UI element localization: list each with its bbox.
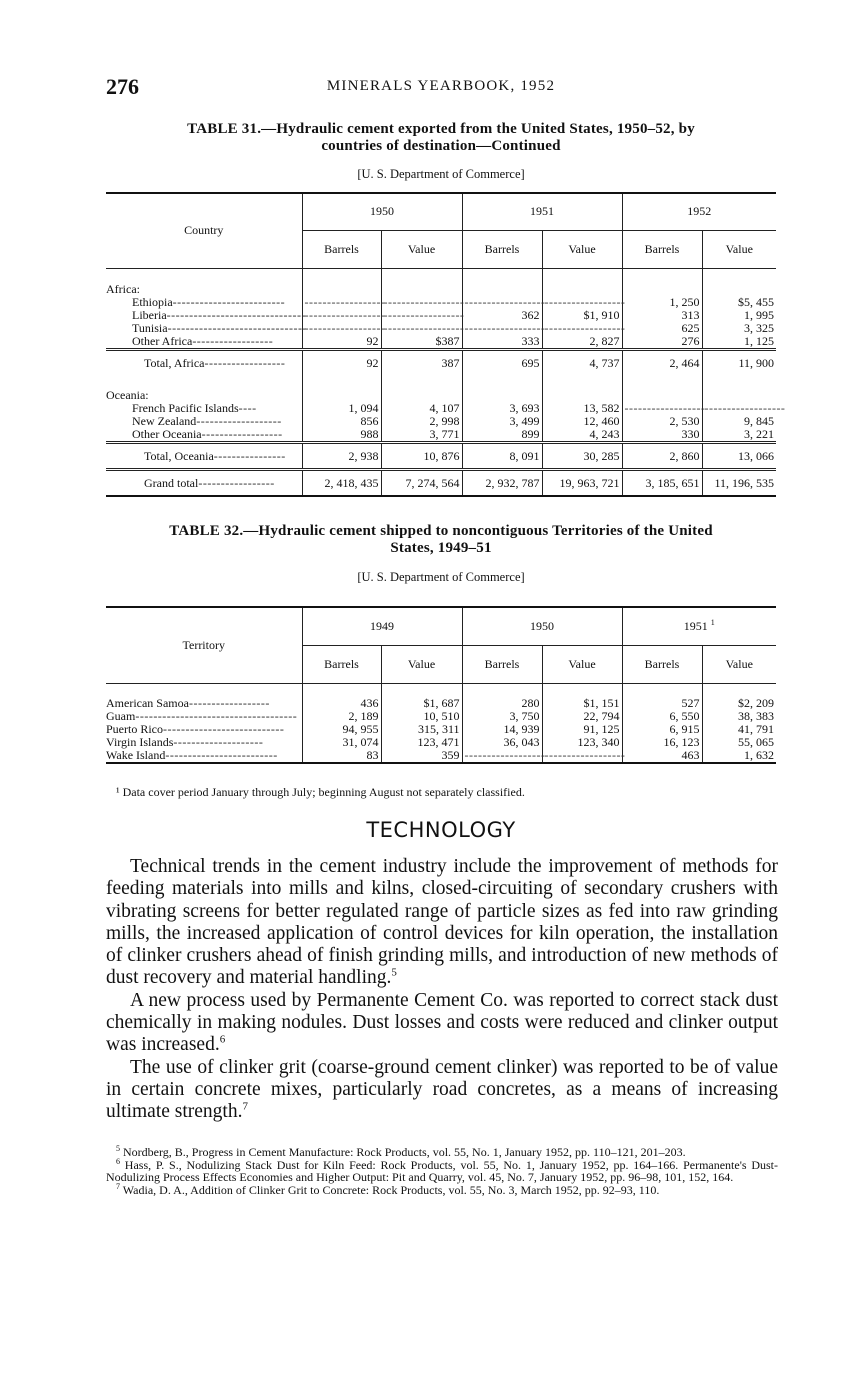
column-header-territory: Territory bbox=[106, 607, 302, 683]
row-name: Liberia bbox=[132, 307, 167, 322]
empty-cell bbox=[106, 375, 302, 388]
data-cell: $1, 910 bbox=[542, 309, 622, 322]
data-cell: $1, 687 bbox=[381, 697, 462, 710]
paragraph-text: A new process used by Permanente Cement Co. was reported to correct stack dust chemically in making nodules. Dust losses and costs were reduced and clinker output was increased. bbox=[106, 989, 778, 1056]
data-cell: 3, 499 bbox=[462, 415, 542, 428]
table-32-footnote: ¹ Data cover period January through July; beginning August not separately classified. bbox=[116, 785, 525, 799]
data-cell: 36, 043 bbox=[462, 736, 542, 749]
leader-dots: ------------------ bbox=[192, 333, 274, 348]
leader-dots: -------------------- bbox=[173, 735, 264, 749]
table-31-caption-line1: TABLE 31.—Hydraulic cement exported from the United States, 1950–52, by bbox=[187, 121, 695, 137]
leader-dots: ------------------------- bbox=[172, 294, 286, 309]
year-header: 1950 bbox=[462, 607, 622, 645]
footnote-text: Nordberg, B., Progress in Cement Manufacture: Rock Products, vol. 55, No. 1, January 1952, pp. 110–121, 201–203. bbox=[123, 1145, 686, 1159]
spacer-row bbox=[106, 268, 776, 282]
subheader-barrels: Barrels bbox=[302, 645, 381, 683]
empty-cell bbox=[381, 683, 462, 697]
data-cell: $2, 209 bbox=[702, 697, 776, 710]
table-row bbox=[106, 749, 776, 763]
empty-cell bbox=[542, 268, 622, 282]
footnote-ref: 5 bbox=[391, 966, 397, 979]
leader-dots: ------------------------------- bbox=[166, 307, 307, 322]
data-cell: 1, 250 bbox=[622, 296, 702, 309]
spacer-row bbox=[106, 683, 776, 697]
empty-cell bbox=[542, 282, 622, 296]
table-31-caption-line2: countries of destination—Continued bbox=[321, 138, 561, 154]
data-cell: 3, 185, 651 bbox=[622, 469, 702, 496]
dash-cell: ------------------ bbox=[702, 402, 776, 415]
empty-cell bbox=[702, 268, 776, 282]
row-name: New Zealand bbox=[132, 413, 197, 428]
dash-cell: ------------------ bbox=[381, 309, 462, 322]
empty-cell bbox=[542, 388, 622, 402]
row-name: Wake Island bbox=[106, 748, 166, 762]
paragraph bbox=[106, 990, 778, 1057]
running-title: MINERALS YEARBOOK, 1952 bbox=[326, 78, 556, 94]
leader-dots: ------------------ bbox=[201, 426, 283, 441]
dash-cell: ------------------ bbox=[462, 296, 542, 309]
data-cell: 436 bbox=[302, 697, 381, 710]
dash-cell: ------------------ bbox=[302, 322, 381, 335]
data-cell: 2, 998 bbox=[381, 415, 462, 428]
dash-cell: ------------------ bbox=[542, 322, 622, 335]
data-cell: 2, 530 bbox=[622, 415, 702, 428]
data-cell: 11, 196, 535 bbox=[702, 469, 776, 496]
section-heading: TECHNOLOGY bbox=[366, 818, 516, 842]
data-cell: 362 bbox=[462, 309, 542, 322]
data-cell: 2, 860 bbox=[622, 442, 702, 469]
data-cell: 313 bbox=[622, 309, 702, 322]
data-cell: 2, 827 bbox=[542, 335, 622, 350]
subheader-value: Value bbox=[542, 230, 622, 268]
data-cell: 14, 939 bbox=[462, 723, 542, 736]
data-cell: 4, 737 bbox=[542, 349, 622, 375]
row-label bbox=[106, 349, 302, 375]
row-name: Other Oceania bbox=[132, 426, 202, 441]
row-name: Guam bbox=[106, 709, 136, 723]
data-cell: 7, 274, 564 bbox=[381, 469, 462, 496]
row-name: American Samoa bbox=[106, 696, 189, 710]
data-cell: 6, 915 bbox=[622, 723, 702, 736]
data-cell: 1, 094 bbox=[302, 402, 381, 415]
data-cell: 2, 464 bbox=[622, 349, 702, 375]
data-cell: $1, 151 bbox=[542, 697, 622, 710]
row-label bbox=[106, 428, 302, 443]
year-header bbox=[622, 607, 776, 645]
row-name: Tunisia bbox=[132, 320, 168, 335]
data-cell: 3, 221 bbox=[702, 428, 776, 443]
dash-cell: ------------------ bbox=[381, 322, 462, 335]
footnote-ref: 6 bbox=[219, 1033, 226, 1046]
data-cell: 3, 693 bbox=[462, 402, 542, 415]
empty-cell bbox=[622, 375, 702, 388]
data-cell: 22, 794 bbox=[542, 710, 622, 723]
row-name: Other Africa bbox=[132, 333, 193, 348]
category-label bbox=[106, 388, 302, 402]
year-header: 1951 bbox=[462, 193, 622, 230]
data-cell: 19, 963, 721 bbox=[542, 469, 622, 496]
leader-dots: ------------------------- bbox=[165, 748, 278, 762]
paragraph-text: The use of clinker grit (coarse-ground cement clinker) was reported to be of value in certain concrete mixes, particularly road concretes, as a means of increasing ultimate strength. bbox=[106, 1056, 778, 1123]
subheader-value: Value bbox=[702, 645, 776, 683]
data-cell: 333 bbox=[462, 335, 542, 350]
row-name: French Pacific Islands bbox=[132, 400, 239, 415]
data-cell: 2, 418, 435 bbox=[302, 469, 381, 496]
footnote-text: Hass, P. S., Nodulizing Stack Dust for Kiln Feed: Rock Products, vol. 55, No. 1, January 1952, pp. 164–166. Permanente's Dust-Nodulizing Process Effects Economies and Higher Output: Pit and Quarry, vol. 45, No. 7, January 1952, pp. 96–98, 101, 152, 164. bbox=[106, 1157, 779, 1185]
empty-cell bbox=[702, 388, 776, 402]
data-cell: 1, 125 bbox=[702, 335, 776, 350]
footnote-marker: 1 bbox=[710, 618, 715, 628]
data-cell: 4, 243 bbox=[542, 428, 622, 443]
data-cell: 856 bbox=[302, 415, 381, 428]
footnote bbox=[106, 1181, 778, 1197]
empty-cell bbox=[302, 282, 381, 296]
row-name: Total, Oceania bbox=[144, 448, 214, 463]
table-32 bbox=[106, 606, 776, 764]
data-cell: 988 bbox=[302, 428, 381, 443]
data-cell: 41, 791 bbox=[702, 723, 776, 736]
data-cell: 91, 125 bbox=[542, 723, 622, 736]
subheader-barrels: Barrels bbox=[462, 645, 542, 683]
table-32-caption-line2: States, 1949–51 bbox=[390, 540, 492, 556]
subheader-barrels: Barrels bbox=[622, 645, 702, 683]
leader-dots: ------------------- bbox=[196, 413, 282, 428]
leader-dots: ------------------------------------ bbox=[135, 709, 298, 723]
data-cell: 527 bbox=[622, 697, 702, 710]
leader-dots: ---- bbox=[238, 400, 257, 415]
table-31-source: [U. S. Department of Commerce] bbox=[357, 167, 525, 181]
paragraph bbox=[106, 1057, 778, 1124]
empty-cell bbox=[702, 683, 776, 697]
data-cell: 92 bbox=[302, 335, 381, 350]
dash-cell: ------------------ bbox=[622, 402, 702, 415]
data-cell: 10, 510 bbox=[381, 710, 462, 723]
data-cell: 1, 995 bbox=[702, 309, 776, 322]
dash-cell: ------------------ bbox=[462, 749, 542, 763]
data-cell: 2, 932, 787 bbox=[462, 469, 542, 496]
subheader-value: Value bbox=[542, 645, 622, 683]
category-label bbox=[106, 282, 302, 296]
paragraph-text: Technical trends in the cement industry include the improvement of methods for feeding materials into mills and kilns, closed-circuiting of secondary crushers with vibrating screens for better regulated range of particle sizes as fed into raw grinding mills, the increased application of control devices for kiln operation, the installation of clinker crushers ahead of finish grinding mills, and introduction of new methods of dust recovery and material handling. bbox=[106, 856, 778, 989]
empty-cell bbox=[622, 388, 702, 402]
data-cell: 6, 550 bbox=[622, 710, 702, 723]
data-cell: 276 bbox=[622, 335, 702, 350]
table-row bbox=[106, 428, 776, 443]
empty-cell bbox=[106, 268, 302, 282]
year-header: 1950 bbox=[302, 193, 462, 230]
data-cell: 123, 340 bbox=[542, 736, 622, 749]
empty-cell bbox=[702, 282, 776, 296]
data-cell: 12, 460 bbox=[542, 415, 622, 428]
data-cell: 899 bbox=[462, 428, 542, 443]
table-32-caption bbox=[106, 523, 776, 557]
empty-cell bbox=[702, 375, 776, 388]
data-cell: 16, 123 bbox=[622, 736, 702, 749]
empty-cell bbox=[462, 683, 542, 697]
data-cell: 2, 938 bbox=[302, 442, 381, 469]
subheader-barrels: Barrels bbox=[302, 230, 381, 268]
row-name: Puerto Rico bbox=[106, 722, 163, 736]
year-header: 1952 bbox=[622, 193, 776, 230]
data-cell: 330 bbox=[622, 428, 702, 443]
footnote-number: 6 bbox=[116, 1156, 120, 1166]
empty-cell bbox=[462, 388, 542, 402]
empty-cell bbox=[381, 282, 462, 296]
footnotes bbox=[106, 1146, 778, 1196]
empty-cell bbox=[302, 683, 381, 697]
body-text bbox=[106, 856, 778, 1124]
data-cell: 315, 311 bbox=[381, 723, 462, 736]
row-name: Oceania: bbox=[106, 387, 149, 402]
empty-cell bbox=[622, 268, 702, 282]
empty-cell bbox=[462, 375, 542, 388]
data-cell: 83 bbox=[302, 749, 381, 763]
empty-cell bbox=[622, 282, 702, 296]
data-cell: 3, 325 bbox=[702, 322, 776, 335]
data-cell: 123, 471 bbox=[381, 736, 462, 749]
table-31-caption bbox=[106, 121, 776, 155]
leader-dots: ------------------ bbox=[204, 355, 286, 370]
dash-cell: ------------------ bbox=[542, 749, 622, 763]
empty-cell bbox=[462, 268, 542, 282]
empty-cell bbox=[381, 388, 462, 402]
subheader-value: Value bbox=[702, 230, 776, 268]
leader-dots: ----------------- bbox=[198, 475, 275, 490]
table-32-caption-line1: TABLE 32.—Hydraulic cement shipped to noncontiguous Territories of the United bbox=[169, 523, 713, 539]
table-31 bbox=[106, 192, 786, 497]
dash-cell: ------------------ bbox=[542, 296, 622, 309]
empty-cell bbox=[381, 268, 462, 282]
category-row bbox=[106, 282, 776, 296]
row-name: Grand total bbox=[144, 475, 199, 490]
footnote-number: 7 bbox=[116, 1181, 120, 1191]
row-name: Virgin Islands bbox=[106, 735, 174, 749]
data-cell: 13, 066 bbox=[702, 442, 776, 469]
paragraph bbox=[106, 856, 778, 990]
row-name: Ethiopia bbox=[132, 294, 173, 309]
data-cell: 625 bbox=[622, 322, 702, 335]
empty-cell bbox=[462, 282, 542, 296]
data-cell: 387 bbox=[381, 349, 462, 375]
total-row bbox=[106, 442, 776, 469]
data-cell: 94, 955 bbox=[302, 723, 381, 736]
data-cell: 695 bbox=[462, 349, 542, 375]
subheader-barrels: Barrels bbox=[462, 230, 542, 268]
data-cell: 3, 750 bbox=[462, 710, 542, 723]
table-32-source: [U. S. Department of Commerce] bbox=[357, 570, 525, 584]
empty-cell bbox=[302, 388, 381, 402]
leader-dots: --------------------------- bbox=[163, 722, 285, 736]
data-cell: 3, 771 bbox=[381, 428, 462, 443]
dash-cell: ------------------ bbox=[302, 309, 381, 322]
category-row bbox=[106, 388, 776, 402]
empty-cell bbox=[542, 683, 622, 697]
data-cell: 4, 107 bbox=[381, 402, 462, 415]
grand-total-row bbox=[106, 469, 776, 496]
dash-cell: ------------------ bbox=[462, 322, 542, 335]
row-name: Africa: bbox=[106, 281, 140, 296]
empty-cell bbox=[542, 375, 622, 388]
subheader-barrels: Barrels bbox=[622, 230, 702, 268]
row-label bbox=[106, 749, 302, 763]
data-cell: 8, 091 bbox=[462, 442, 542, 469]
spacer-row bbox=[106, 375, 776, 388]
data-cell: 31, 074 bbox=[302, 736, 381, 749]
dash-cell: ------------------ bbox=[381, 296, 462, 309]
data-cell: 1, 632 bbox=[702, 749, 776, 763]
row-name: Total, Africa bbox=[144, 355, 205, 370]
total-row bbox=[106, 349, 776, 375]
footnote-number: 5 bbox=[116, 1144, 120, 1153]
page-header bbox=[106, 74, 776, 100]
data-cell: 13, 582 bbox=[542, 402, 622, 415]
row-label bbox=[106, 335, 302, 350]
year-header: 1949 bbox=[302, 607, 462, 645]
data-cell: 55, 065 bbox=[702, 736, 776, 749]
row-label bbox=[106, 442, 302, 469]
row-label bbox=[106, 469, 302, 496]
data-cell: $387 bbox=[381, 335, 462, 350]
empty-cell bbox=[302, 375, 381, 388]
data-cell: 280 bbox=[462, 697, 542, 710]
footnote-ref: 7 bbox=[242, 1100, 248, 1113]
empty-cell bbox=[622, 683, 702, 697]
data-cell: 92 bbox=[302, 349, 381, 375]
data-cell: 38, 383 bbox=[702, 710, 776, 723]
dash-cell: ------------------ bbox=[302, 296, 381, 309]
column-header-country: Country bbox=[106, 193, 302, 268]
subheader-value: Value bbox=[381, 230, 462, 268]
empty-cell bbox=[302, 268, 381, 282]
data-cell: $5, 455 bbox=[702, 296, 776, 309]
footnote bbox=[106, 1156, 779, 1185]
data-cell: 10, 876 bbox=[381, 442, 462, 469]
leader-dots: ---------------- bbox=[213, 448, 286, 463]
leader-dots: ------------------------------- bbox=[167, 320, 307, 335]
empty-cell bbox=[106, 683, 302, 697]
table-row bbox=[106, 335, 776, 350]
data-cell: 30, 285 bbox=[542, 442, 622, 469]
footnote-text: Wadia, D. A., Addition of Clinker Grit to Concrete: Rock Products, vol. 55, No. 3, March 1952, pp. 92–93, 110. bbox=[122, 1182, 660, 1197]
data-cell: 359 bbox=[381, 749, 462, 763]
leader-dots: ------------------ bbox=[188, 696, 270, 710]
empty-cell bbox=[381, 375, 462, 388]
year-label: 1951 bbox=[683, 619, 708, 634]
page-number: 276 bbox=[106, 74, 139, 99]
subheader-value: Value bbox=[381, 645, 462, 683]
data-cell: 11, 900 bbox=[702, 349, 776, 375]
data-cell: 463 bbox=[622, 749, 702, 763]
data-cell: 2, 189 bbox=[302, 710, 381, 723]
data-cell: 9, 845 bbox=[702, 415, 776, 428]
